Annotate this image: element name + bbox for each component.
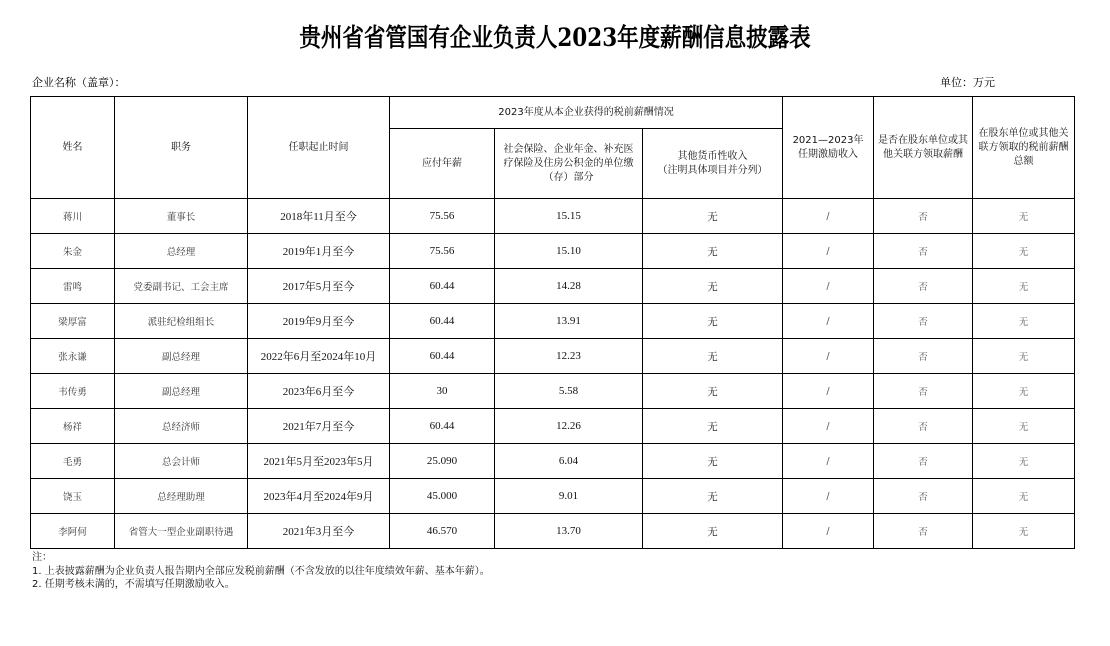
header-other-income-line1: 其他货币性收入 (677, 150, 748, 162)
position-cell: 总经济师 (115, 409, 248, 444)
social-insurance-cell: 6.04 (495, 444, 643, 479)
other-income-cell: 无 (643, 514, 783, 549)
header-incentive (783, 97, 874, 199)
header-social-insurance-text: 社会保险、企业年金、补充医疗保险及住房公积金的单位缴（存）部分 (503, 143, 634, 183)
table-row (31, 339, 1075, 374)
shareholder-total-cell: 无 (973, 514, 1075, 549)
salary-disclosure-table (30, 96, 1075, 549)
header-shareholder-total-text: 在股东单位或其他关联方领取的税前薪酬总额 (978, 127, 1069, 167)
table-row (31, 199, 1075, 234)
salary-cell: 46.570 (390, 514, 495, 549)
shareholder-paid-cell: 否 (874, 479, 973, 514)
shareholder-total-cell: 无 (973, 479, 1075, 514)
note-item-1: 1. 上表披露薪酬为企业负责人报告期内全部应发税前薪酬（不含发放的以往年度绩效年薪、基本年薪）。 (32, 565, 490, 577)
position-cell: 副总经理 (115, 374, 248, 409)
incentive-cell: / (783, 374, 874, 409)
social-insurance-cell: 12.23 (495, 339, 643, 374)
table-row (31, 374, 1075, 409)
salary-cell: 60.44 (390, 339, 495, 374)
term-cell: 2021年7月至今 (248, 409, 390, 444)
shareholder-total-cell: 无 (973, 444, 1075, 479)
table-row (31, 514, 1075, 549)
header-name: 姓名 (31, 97, 115, 199)
incentive-cell: / (783, 514, 874, 549)
note-item-2: 2. 任期考核未满的，不需填写任期激励收入。 (32, 579, 235, 590)
social-insurance-cell: 12.26 (495, 409, 643, 444)
term-cell: 2019年9月至今 (248, 304, 390, 339)
social-insurance-cell: 13.91 (495, 304, 643, 339)
company-name-label: 企业名称（盖章）： (32, 76, 126, 89)
incentive-cell: / (783, 234, 874, 269)
table-row (31, 479, 1075, 514)
salary-cell: 75.56 (390, 199, 495, 234)
shareholder-paid-cell: 否 (874, 514, 973, 549)
shareholder-paid-cell: 否 (874, 444, 973, 479)
header-salary: 应付年薪 (390, 129, 495, 199)
shareholder-total-cell: 无 (973, 199, 1075, 234)
incentive-cell: / (783, 339, 874, 374)
shareholder-total-cell: 无 (973, 234, 1075, 269)
incentive-cell: / (783, 479, 874, 514)
salary-cell: 30 (390, 374, 495, 409)
other-income-cell: 无 (643, 199, 783, 234)
name-cell: 雷鸣 (31, 269, 115, 304)
position-cell: 党委副书记、工会主席 (115, 269, 248, 304)
other-income-cell: 无 (643, 304, 783, 339)
name-cell: 蒋川 (31, 199, 115, 234)
header-incentive-line2: 任期激励收入 (798, 148, 859, 160)
salary-cell: 45.000 (390, 479, 495, 514)
salary-cell: 75.56 (390, 234, 495, 269)
position-cell: 总会计师 (115, 444, 248, 479)
term-cell: 2021年3月至今 (248, 514, 390, 549)
incentive-cell: / (783, 409, 874, 444)
header-social-insurance (495, 129, 643, 199)
position-cell: 总经理助理 (115, 479, 248, 514)
position-cell: 副总经理 (115, 339, 248, 374)
unit-label: 单位：万元 (940, 76, 995, 89)
shareholder-total-cell: 无 (973, 304, 1075, 339)
other-income-cell: 无 (643, 234, 783, 269)
shareholder-paid-cell: 否 (874, 339, 973, 374)
social-insurance-cell: 13.70 (495, 514, 643, 549)
shareholder-paid-cell: 否 (874, 304, 973, 339)
name-cell: 饶玉 (31, 479, 115, 514)
salary-cell: 25.090 (390, 444, 495, 479)
shareholder-paid-cell: 否 (874, 374, 973, 409)
other-income-cell: 无 (643, 444, 783, 479)
incentive-cell: / (783, 199, 874, 234)
term-cell: 2019年1月至今 (248, 234, 390, 269)
name-cell: 韦传勇 (31, 374, 115, 409)
social-insurance-cell: 5.58 (495, 374, 643, 409)
name-cell: 朱金 (31, 234, 115, 269)
position-cell: 董事长 (115, 199, 248, 234)
term-cell: 2023年6月至今 (248, 374, 390, 409)
table-body (31, 199, 1075, 549)
header-shareholder-total (973, 97, 1075, 199)
header-incentive-line1: 2021—2023年 (792, 134, 864, 146)
position-cell: 总经理 (115, 234, 248, 269)
shareholder-paid-cell: 否 (874, 409, 973, 444)
notes-section (32, 551, 490, 592)
table-row (31, 234, 1075, 269)
term-cell: 2021年5月至2023年5月 (248, 444, 390, 479)
shareholder-total-cell: 无 (973, 339, 1075, 374)
incentive-cell: / (783, 304, 874, 339)
header-term: 任职起止时间 (248, 97, 390, 199)
header-shareholder-paid-text: 是否在股东单位或其他关联方领取薪酬 (878, 134, 969, 160)
shareholder-total-cell: 无 (973, 374, 1075, 409)
social-insurance-cell: 14.28 (495, 269, 643, 304)
name-cell: 张永谦 (31, 339, 115, 374)
shareholder-total-cell: 无 (973, 269, 1075, 304)
page-title: 贵州省省管国有企业负责人2023年度薪酬信息披露表 (299, 23, 811, 52)
salary-cell: 60.44 (390, 409, 495, 444)
salary-cell: 60.44 (390, 304, 495, 339)
social-insurance-cell: 15.15 (495, 199, 643, 234)
shareholder-paid-cell: 否 (874, 199, 973, 234)
name-cell: 毛勇 (31, 444, 115, 479)
term-cell: 2022年6月至2024年10月 (248, 339, 390, 374)
name-cell: 梁厚富 (31, 304, 115, 339)
header-shareholder-paid (874, 97, 973, 199)
position-cell: 省管大一型企业副职待遇 (115, 514, 248, 549)
name-cell: 李阿何 (31, 514, 115, 549)
position-cell: 派驻纪检组组长 (115, 304, 248, 339)
incentive-cell: / (783, 269, 874, 304)
other-income-cell: 无 (643, 409, 783, 444)
term-cell: 2018年11月至今 (248, 199, 390, 234)
social-insurance-cell: 15.10 (495, 234, 643, 269)
other-income-cell: 无 (643, 479, 783, 514)
other-income-cell: 无 (643, 339, 783, 374)
header-other-income (643, 129, 783, 199)
shareholder-total-cell: 无 (973, 409, 1075, 444)
shareholder-paid-cell: 否 (874, 269, 973, 304)
header-other-income-line2: （注明具体项目并分列） (657, 164, 768, 176)
other-income-cell: 无 (643, 269, 783, 304)
header-group-2023: 2023年度从本企业获得的税前薪酬情况 (390, 97, 783, 129)
term-cell: 2023年4月至2024年9月 (248, 479, 390, 514)
table-row (31, 409, 1075, 444)
notes-label: 注： (32, 552, 52, 563)
salary-cell: 60.44 (390, 269, 495, 304)
social-insurance-cell: 9.01 (495, 479, 643, 514)
incentive-cell: / (783, 444, 874, 479)
header-position: 职务 (115, 97, 248, 199)
term-cell: 2017年5月至今 (248, 269, 390, 304)
table-row (31, 269, 1075, 304)
shareholder-paid-cell: 否 (874, 234, 973, 269)
name-cell: 杨祥 (31, 409, 115, 444)
table-row (31, 304, 1075, 339)
table-row (31, 444, 1075, 479)
other-income-cell: 无 (643, 374, 783, 409)
